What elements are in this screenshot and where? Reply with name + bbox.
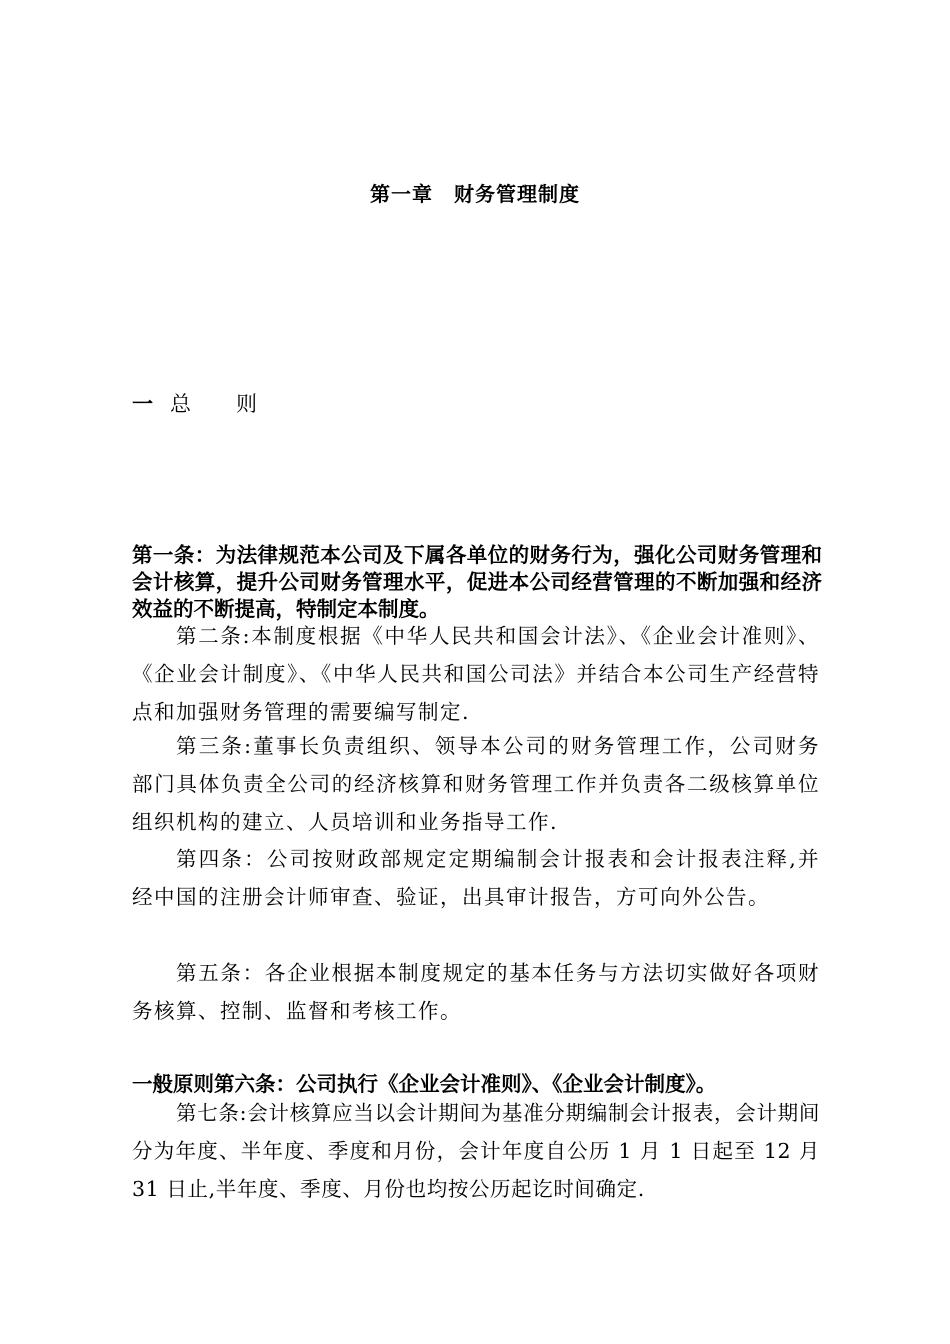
article-2: 第二条:本制度根据《中华人民共和国会计法》、《企业会计准则》、《企业会计制度》、《中华人民共和国公司法》并结合本公司生产经营特点和加强财务管理的需要编写制定. xyxy=(132,624,820,724)
section-title-word-1: 总 xyxy=(170,392,191,416)
article-5: 第五条：各企业根据本制度规定的基本任务与方法切实做好各项财务核算、控制、监督和考核工作。 xyxy=(132,961,820,1023)
article-6: 一般原则第六条：公司执行《企业会计准则》、《企业会计制度》。 xyxy=(132,1072,717,1096)
section-title xyxy=(132,388,257,418)
chapter-title: 第一章 财务管理制度 xyxy=(370,182,580,206)
article-7: 第七条:会计核算应当以会计期间为基准分期编制会计报表，会计期间分为年度、半年度、季度和月份，会计年度自公历 1 月 1 日起至 12 月 31 日止,半年度、季度、月份也均按公历起讫时间确定. xyxy=(132,1101,820,1201)
section-title-word-2: 则 xyxy=(236,392,257,416)
article-4: 第四条：公司按财政部规定定期编制会计报表和会计报表注释,并经中国的注册会计师审查、验证，出具审计报告，方可向外公告。 xyxy=(132,847,820,909)
article-3: 第三条:董事长负责组织、领导本公司的财务管理工作，公司财务部门具体负责全公司的经济核算和财务管理工作并负责各二级核算单位组织机构的建立、人员培训和业务指导工作. xyxy=(132,734,820,834)
section-number: 一 xyxy=(132,392,153,416)
article-1: 第一条：为法律规范本公司及下属各单位的财务行为，强化公司财务管理和会计核算，提升公司财务管理水平，促进本公司经营管理的不断加强和经济效益的不断提高，特制定本制度。 xyxy=(132,543,822,621)
